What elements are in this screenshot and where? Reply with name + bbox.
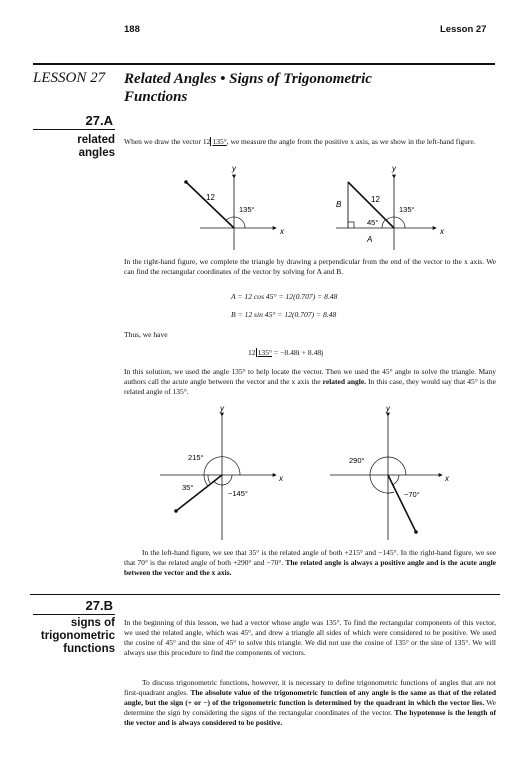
p3-text-b: In this case, they would say that 45° is the related angle of 135°. <box>124 377 496 396</box>
fig4-y-label: y <box>386 404 390 413</box>
paragraph-2: In the right-hand figure, we complete the triangle by drawing a perpendicular from the end of the vector to the x axis. We can find the rectangular coordinates of the vector by solving for A and B. <box>124 257 496 276</box>
top-rule <box>33 63 495 65</box>
section-b-title-line2: trigonometric <box>40 630 115 642</box>
fig3-y-label: y <box>220 404 224 413</box>
fig3-vector <box>176 475 222 511</box>
lesson-keyword: LESSON 27 <box>33 70 106 86</box>
equation-result <box>248 348 323 357</box>
thus-text: Thus, we have <box>124 330 168 339</box>
eq3-mag: 12 <box>248 348 256 357</box>
fig1-magnitude: 12 <box>206 193 215 202</box>
section-b-divider <box>30 594 500 595</box>
section-b-number: 27.B <box>85 598 113 613</box>
p1-text-b: , we measure the angle from the positive x axis, as we show in the left-hand figure. <box>226 137 476 146</box>
running-title: Lesson 27 <box>440 24 487 35</box>
paragraph-4 <box>124 548 496 578</box>
p3-text-a: In this solution, we used the angle 135° to help locate the vector. Then we used the 45° angle to solve the triangle. Many authors call the acute angle between the vector and the x axis the <box>124 367 496 386</box>
eq3-angle: 135° <box>257 348 273 357</box>
p6-bold-2: The hypotenuse is the length of the vector and is always considered to be positive. <box>124 708 496 727</box>
section-a-number: 27.A <box>85 113 113 128</box>
p6-text-a: To discuss trigonometric functions, however, it is necessary to define trigonometric functions of angles that are not first-quadrant angles. <box>124 678 496 697</box>
fig4-vector <box>388 475 416 532</box>
fig2-a-label: A <box>367 235 373 244</box>
fig2-angle-label: 135° <box>399 205 415 214</box>
fig4-neg-label: −70° <box>404 490 420 499</box>
section-b-title-line1: signs of <box>70 617 115 629</box>
section-a-title-line1: related <box>77 134 115 146</box>
fig2-right-angle <box>348 222 354 228</box>
figure-1 <box>184 164 285 250</box>
fig2-b-label: B <box>336 200 342 209</box>
figure-2 <box>336 164 445 250</box>
fig1-y-label: y <box>232 164 236 173</box>
p3-bold: related angle. <box>322 377 367 386</box>
eq3-rest: = −8.48i + 8.48j <box>272 348 324 357</box>
fig3-vector-tip <box>174 509 178 513</box>
paragraph-5: In the beginning of this lesson, we had a vector whose angle was 135°. To find the rectangular components of this vector, we used the related angle, which was 45°, and drew a triangle all sides of which were considered to be positive. We used the cosine of 45° and the sine of 45° to solve this triangle. We did not use the cosine of 135° or the sine of 135°. We will always use this procedure to find the components of vectors. <box>124 618 496 657</box>
section-b-title-line3: functions <box>63 643 115 655</box>
fig3-neg-label: −145° <box>228 489 248 498</box>
fig4-vector-tip <box>414 530 418 534</box>
section-b-rule <box>33 614 115 615</box>
paragraph-1 <box>124 137 496 147</box>
lesson-title <box>124 70 372 106</box>
p6-text-b: We determine the sign by considering the signs of the rectangular coordinates of the vector. <box>124 698 497 717</box>
figures-related <box>124 402 496 542</box>
figures-135 <box>124 158 496 254</box>
fig3-rel-label: 35° <box>182 483 194 492</box>
figure-3 <box>160 404 284 540</box>
fig4-x-label: x <box>445 474 449 483</box>
section-b-title <box>33 617 115 656</box>
fig1-vector-tip <box>184 180 188 184</box>
fig3-pos-label: 215° <box>188 453 204 462</box>
figure-4 <box>330 404 450 540</box>
fig2-magnitude: 12 <box>371 195 380 204</box>
p1-text-a: When we draw the vector 12 <box>124 137 211 146</box>
page-number: 188 <box>124 24 140 35</box>
lesson-title-line2: Functions <box>124 89 188 105</box>
fig4-pos-label: 290° <box>349 456 365 465</box>
fig1-angle-label: 135° <box>239 205 255 214</box>
equation-a: A = 12 cos 45° = 12(0.707) = 8.48 <box>231 292 338 301</box>
fig2-rel-arc <box>382 220 386 229</box>
fig2-rel-label: 45° <box>367 218 379 227</box>
p4-bold: The related angle is always a positive angle and is the acute angle between the vector and the x axis. <box>124 558 497 577</box>
lesson-title-line1: Related Angles • Signs of Trigonometric <box>124 71 372 87</box>
fig2-x-label: x <box>440 227 444 236</box>
section-a-rule <box>33 129 115 130</box>
p6-bold-1: The absolute value of the trigonometric function of any angle is the same as that of the related angle, but the sign (+ or −) of the trigonometric function is determined by the quadrant in which the vector lies. <box>124 688 496 707</box>
fig3-x-label: x <box>279 474 283 483</box>
equation-b: B = 12 sin 45° = 12(0.707) = 8.48 <box>231 310 337 319</box>
fig3-rel-arc <box>208 475 210 483</box>
fig1-x-label: x <box>280 227 284 236</box>
p4-text: In the left-hand figure, we see that 35° is the related angle of both +215° and −145°. In the right-hand figure, we see that 70° is the related angle of both +290° and −70°. <box>124 548 496 567</box>
paragraph-3 <box>124 367 496 397</box>
p1-angle: 135° <box>212 137 227 146</box>
section-a-title <box>33 134 115 160</box>
fig1-vector <box>186 182 234 228</box>
paragraph-6 <box>124 678 496 728</box>
fig2-y-label: y <box>392 164 396 173</box>
section-a-title-line2: angles <box>78 147 115 159</box>
